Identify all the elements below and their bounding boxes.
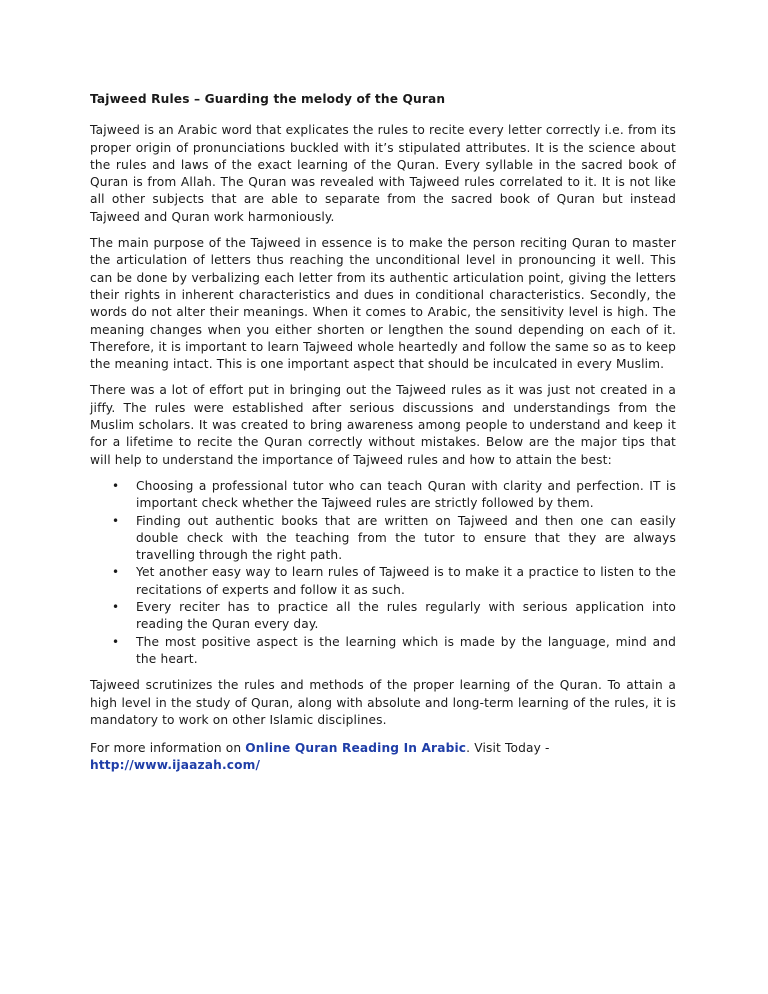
list-item bbox=[90, 634, 676, 669]
tips-list bbox=[90, 478, 676, 668]
bullet-icon: • bbox=[112, 565, 120, 580]
paragraph-history: There was a lot of effort put in bringing out the Tajweed rules as it was just not created in a jiffy. The rules were established after serious discussions and understandings from the Muslim scholars. It was created to bring awareness among people to understand and keep it for a lifetime to recite the Quran correctly without mistakes. Below are the major tips that will help to understand the importance of Tajweed rules and how to attain the best: bbox=[90, 383, 676, 467]
footer-middle: . Visit Today - bbox=[466, 741, 550, 756]
list-item-text: The most positive aspect is the learning which is made by the language, mind and the heart. bbox=[136, 634, 676, 666]
paragraph-intro: Tajweed is an Arabic word that explicates the rules to recite every letter correctly i.e. from its proper origin of pronunciations buckled with it’s stipulated attributes. It is the science about the rules and laws of the exact learning of the Quran. Every syllable in the sacred book of Quran is from Allah. The Quran was revealed with Tajweed rules correlated to it. It is not like all other subjects that are able to separate from the sacred book of Quran but instead Tajweed and Quran work harmoniously. bbox=[90, 123, 676, 224]
list-item-text: Every reciter has to practice all the rules regularly with serious application into reading the Quran every day. bbox=[136, 600, 676, 632]
footer-line bbox=[90, 740, 676, 775]
list-item-text: Finding out authentic books that are written on Tajweed and then one can easily double check with the teaching from the tutor to ensure that they are always travelling through the right path. bbox=[136, 513, 676, 563]
document-title: Tajweed Rules – Guarding the melody of the Quran bbox=[90, 92, 446, 106]
bullet-icon: • bbox=[112, 600, 120, 615]
list-item-text: Choosing a professional tutor who can teach Quran with clarity and perfection. IT is important check whether the Tajweed rules are strictly followed by them. bbox=[136, 478, 676, 511]
bullet-icon: • bbox=[112, 478, 120, 493]
website-url-link[interactable]: http://www.ijaazah.com/ bbox=[90, 758, 261, 773]
list-item bbox=[90, 513, 676, 565]
bullet-icon: • bbox=[112, 513, 120, 528]
paragraph-purpose: The main purpose of the Tajweed in essence is to make the person reciting Quran to master the articulation of letters thus reaching the unconditional level in pronouncing it well. This can be done by verbalizing each letter from its authentic articulation point, giving the letters their rights in inherent characteristics and dues in conditional characteristics. Secondly, the words do not alter their meanings. When it comes to Arabic, the sensitivity level is high. The meaning changes when you either shorten or lengthen the sound depending on each of it. Therefore, it is important to learn Tajweed whole heartedly and follow the same so as to keep the meaning intact. This is one important aspect that should be inculcated in every Muslim. bbox=[90, 236, 676, 372]
list-item bbox=[90, 599, 676, 634]
list-item bbox=[90, 564, 676, 599]
online-quran-link[interactable]: Online Quran Reading In Arabic bbox=[245, 741, 467, 756]
footer-prefix: For more information on bbox=[90, 741, 246, 756]
list-item-text: Yet another easy way to learn rules of Tajweed is to make it a practice to listen to the recitations of experts and follow it as such. bbox=[136, 565, 676, 597]
document-body bbox=[90, 91, 676, 775]
bullet-icon: • bbox=[112, 634, 120, 649]
list-item bbox=[90, 478, 676, 513]
paragraph-closing: Tajweed scrutinizes the rules and methods of the proper learning of the Quran. To attain a high level in the study of Quran, along with absolute and long-term learning of the rules, it is mandatory to work on other Islamic disciplines. bbox=[90, 678, 676, 727]
